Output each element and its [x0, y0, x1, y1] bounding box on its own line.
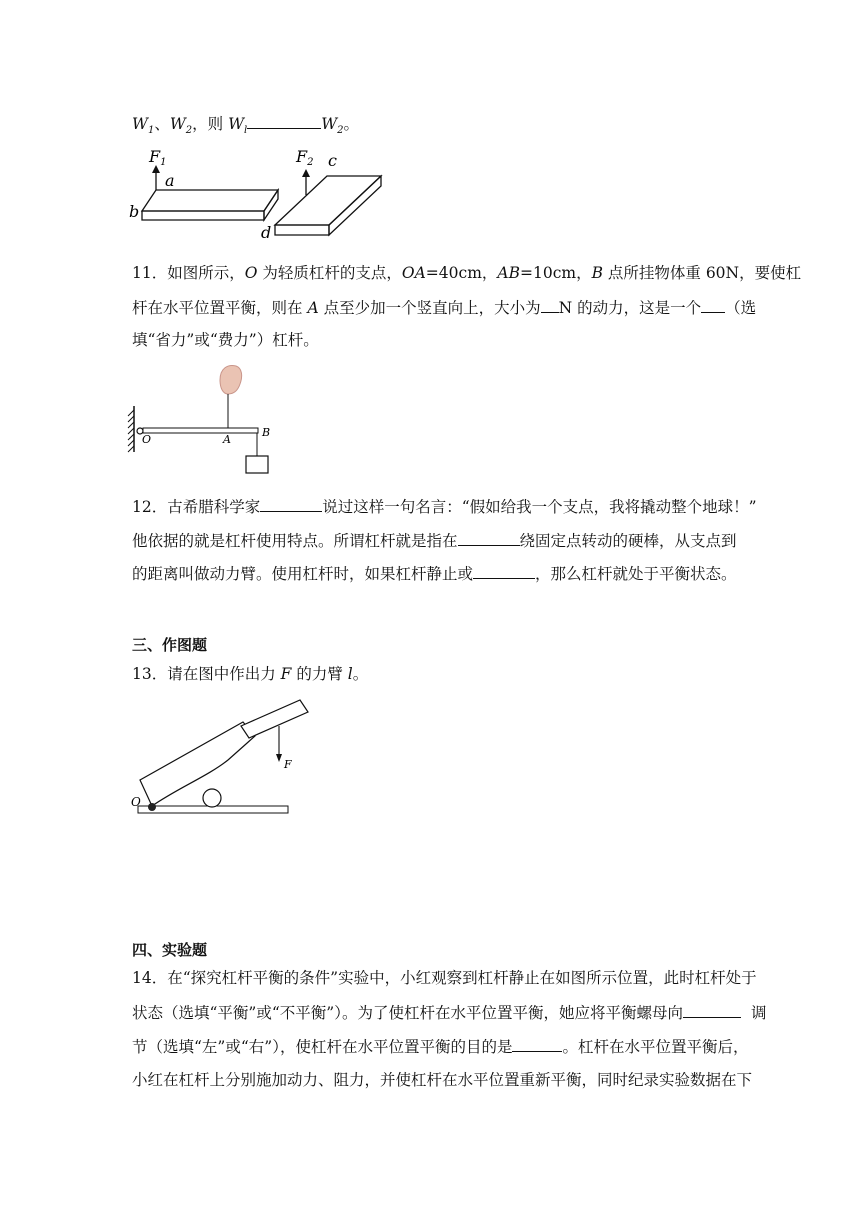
f1-label: F1: [149, 147, 167, 168]
lever-bar: [143, 428, 258, 433]
q14-text: 节（选填“左”或“右”），使杠杆在水平位置平衡的目的是: [132, 1038, 513, 1056]
section-3-heading: 三、作图题: [132, 636, 208, 654]
point-a-label: a: [165, 171, 175, 190]
w1-subscript: 1: [147, 125, 155, 137]
q11-o-symbol: O: [244, 264, 258, 282]
q11-text: =40cm，: [425, 264, 498, 282]
roller: [203, 789, 221, 807]
purpose-blank[interactable]: [512, 1036, 562, 1052]
w1b-subscript: l: [244, 125, 248, 137]
q13-l-symbol: l: [347, 665, 353, 683]
q12-text: 说过这样一句名言：“假如给我一个支点，我将撬动整个地球！”: [322, 498, 757, 516]
slabs-figure: [125, 148, 395, 243]
direction-blank[interactable]: [683, 1002, 741, 1018]
q11-text: 点所挂物体重 60N，要使杠: [602, 264, 802, 282]
w2b-subscript: 2: [337, 125, 344, 137]
q13-text: 的力臂: [291, 665, 348, 683]
w2b-symbol: W: [321, 115, 338, 133]
hanging-weight: [246, 456, 268, 473]
q14-text: 调: [750, 1004, 767, 1022]
w1b-symbol: W: [228, 115, 245, 133]
motion-state-blank[interactable]: [473, 563, 535, 579]
section-4-heading: 四、实验题: [132, 941, 208, 959]
q11-a-symbol: A: [307, 299, 319, 317]
answer-blank[interactable]: [247, 113, 321, 129]
q11-line-3: [132, 330, 319, 350]
q14-line-3: [132, 1036, 748, 1057]
force-arrowhead: [276, 754, 282, 762]
f1-arrowhead: [152, 165, 160, 173]
q13-text: 13．请在图中作出力: [132, 665, 281, 683]
lever-board: [140, 722, 255, 806]
q10-tail-line: [132, 113, 359, 141]
q11-text: N 的动力，这是一个: [558, 299, 702, 317]
label-f: F: [284, 758, 292, 771]
lifter-figure: [128, 696, 303, 821]
q11-line-2: [132, 297, 756, 318]
q14-text: 小红在杠杆上分别施加动力、阻力，并使杠杆在水平位置重新平衡，同时纪录实验数据在下: [132, 1071, 753, 1089]
w2-symbol: W: [169, 115, 186, 133]
q12-line-3: [132, 563, 737, 584]
force-action-blank[interactable]: [458, 530, 520, 546]
lever-handle: [241, 700, 308, 738]
q11-text: 11．如图所示，: [132, 264, 245, 282]
force-blank[interactable]: [541, 297, 559, 313]
q11-b-symbol: B: [591, 264, 603, 282]
q11-text: =10cm，: [519, 264, 592, 282]
w2-subscript: 2: [185, 125, 193, 137]
q14-text: 状态（选填“平衡”或“不平衡”）。为了使杠杆在水平位置平衡，她应将平衡螺母向: [132, 1004, 683, 1022]
separator-text: 、: [154, 115, 170, 133]
wall-hatching: [128, 410, 134, 452]
q12-text: ，那么杠杆就处于平衡状态。: [535, 565, 737, 583]
q12-text: 他依据的就是杠杆使用特点。所谓杠杆就是指在: [132, 532, 458, 550]
slab-left: [142, 190, 278, 220]
lever-type-blank[interactable]: [701, 297, 725, 313]
label-o: O: [142, 433, 152, 446]
q14-line-2: [132, 1002, 766, 1023]
q11-text: 杆在水平位置平衡，则在: [132, 299, 308, 317]
q12-line-2: [132, 530, 737, 551]
q13-line-1: [132, 664, 368, 684]
lever-figure: [128, 362, 288, 477]
q12-text: 绕固定点转动的硬棒，从支点到: [519, 532, 737, 550]
point-c-label: c: [328, 151, 337, 170]
f2-label: F2: [296, 147, 314, 168]
q11-text: 点至少加一个竖直向上，大小为: [318, 299, 541, 317]
label-a: A: [223, 433, 231, 446]
q11-text: （选: [725, 299, 757, 317]
q14-text: 。杠杆在水平位置平衡后，: [562, 1038, 749, 1056]
f2-arrowhead: [302, 169, 310, 177]
pivot-dot: [148, 803, 156, 811]
q14-line-4: [132, 1070, 752, 1090]
q11-text: 为轻质杠杆的支点，: [257, 264, 402, 282]
q12-line-1: [132, 496, 757, 517]
end-punct: 。: [343, 115, 360, 133]
q12-text: 12．古希腊科学家: [132, 498, 261, 516]
slab-right: [275, 176, 381, 235]
q12-text: 的距离叫做动力臂。使用杠杆时，如果杠杆静止或: [132, 565, 474, 583]
scientist-blank[interactable]: [260, 496, 322, 512]
q11-line-1: [132, 263, 801, 283]
w1-symbol: W: [132, 115, 148, 133]
point-d-label: d: [261, 223, 272, 242]
point-b-label: b: [129, 202, 140, 221]
label-o: O: [131, 795, 141, 809]
q13-text: 。: [352, 665, 369, 683]
q11-oa-symbol: OA: [401, 264, 426, 282]
q11-ab-symbol: AB: [497, 264, 520, 282]
q11-text: 填“省力”或“费力”）杠杆。: [132, 331, 319, 349]
label-b: B: [262, 426, 271, 439]
q14-text: 14．在“探究杠杆平衡的条件”实验中，小红观察到杠杆静止在如图所示位置，此时杠杆处于: [132, 969, 757, 987]
hand-icon: [220, 366, 242, 394]
q13-f-symbol: F: [280, 665, 292, 683]
then-text: ，则: [192, 115, 229, 133]
q14-line-1: [132, 968, 757, 988]
